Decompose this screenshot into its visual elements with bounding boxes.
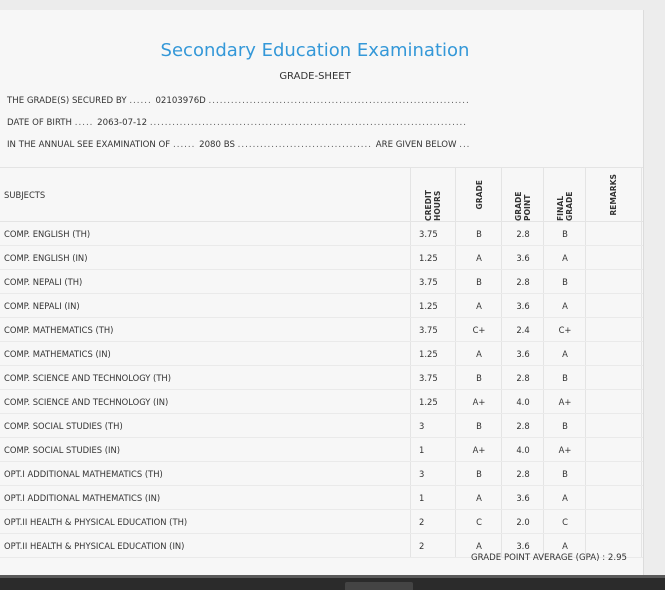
exam-value: 2080 BS bbox=[199, 140, 235, 150]
subject-cell: COMP. NEPALI (IN) bbox=[4, 300, 80, 311]
table-row bbox=[0, 342, 643, 366]
grade-point-cell: 4.0 bbox=[501, 390, 544, 413]
remarks-cell bbox=[585, 342, 642, 365]
table-row bbox=[0, 414, 643, 438]
subject-cell: OPT.I ADDITIONAL MATHEMATICS (TH) bbox=[4, 468, 163, 479]
sheet-subtitle: GRADE-SHEET bbox=[279, 71, 351, 82]
secured-by-value: 02103976D bbox=[155, 96, 206, 106]
remarks-cell bbox=[585, 318, 642, 341]
subject-cell: OPT.II HEALTH & PHYSICAL EDUCATION (TH) bbox=[4, 516, 188, 527]
grade-point-cell: 3.6 bbox=[501, 246, 544, 269]
table-row bbox=[0, 222, 643, 246]
subject-cell: COMP. SOCIAL STUDIES (IN) bbox=[4, 444, 121, 455]
grade-point-cell: 2.8 bbox=[501, 414, 544, 437]
page-title: Secondary Education Examination bbox=[160, 40, 470, 61]
subject-cell: COMP. ENGLISH (TH) bbox=[4, 228, 91, 239]
subject-cell: OPT.I ADDITIONAL MATHEMATICS (IN) bbox=[4, 492, 161, 503]
grade-point-cell: 2.8 bbox=[501, 462, 544, 485]
exam-label: IN THE ANNUAL SEE EXAMINATION OF bbox=[7, 140, 171, 150]
table-row bbox=[0, 246, 643, 270]
final-grade-cell: B bbox=[543, 366, 586, 389]
secured-by-line: THE GRADE(S) SECURED BY ...... 02103976D ...................................................................... bbox=[7, 96, 470, 106]
grade-point-cell: 2.0 bbox=[501, 510, 544, 533]
header-grade: GRADE bbox=[474, 179, 484, 210]
taskbar bbox=[0, 575, 665, 590]
final-grade-cell: B bbox=[543, 222, 586, 245]
dob-line: DATE OF BIRTH ..... 2063-07-12 ..................................................................................... bbox=[7, 118, 468, 128]
subject-cell: COMP. MATHEMATICS (TH) bbox=[4, 324, 114, 335]
credit-cell: 2 bbox=[410, 510, 454, 533]
subject-cell: COMP. SCIENCE AND TECHNOLOGY (TH) bbox=[4, 372, 171, 383]
remarks-cell bbox=[585, 246, 642, 269]
table-row bbox=[0, 510, 643, 534]
grade-point-cell: 3.6 bbox=[501, 294, 544, 317]
final-grade-cell: A bbox=[543, 294, 586, 317]
table-row bbox=[0, 366, 643, 390]
final-grade-cell: A bbox=[543, 486, 586, 509]
final-grade-cell: B bbox=[543, 414, 586, 437]
subject-cell: COMP. NEPALI (TH) bbox=[4, 276, 83, 287]
credit-cell: 1.25 bbox=[410, 294, 454, 317]
top-strip bbox=[0, 0, 665, 10]
grade-cell: B bbox=[455, 222, 502, 245]
remarks-cell bbox=[585, 222, 642, 245]
credit-cell: 1 bbox=[410, 438, 454, 461]
table-row bbox=[0, 438, 643, 462]
credit-cell: 3.75 bbox=[410, 222, 454, 245]
grade-cell: B bbox=[455, 270, 502, 293]
gpa-summary: GRADE POINT AVERAGE (GPA) : 2.95 bbox=[471, 553, 628, 563]
table-body bbox=[0, 222, 643, 558]
remarks-cell bbox=[585, 462, 642, 485]
table-row bbox=[0, 486, 643, 510]
subject-cell: COMP. ENGLISH (IN) bbox=[4, 252, 88, 263]
credit-cell: 3 bbox=[410, 462, 454, 485]
grade-cell: C+ bbox=[455, 318, 502, 341]
dob-value: 2063-07-12 bbox=[97, 118, 148, 128]
grade-cell: B bbox=[455, 414, 502, 437]
subject-cell: OPT.II HEALTH & PHYSICAL EDUCATION (IN) bbox=[4, 540, 185, 551]
final-grade-cell: A+ bbox=[543, 438, 586, 461]
header-credit-hours: CREDIT HOURS bbox=[423, 190, 442, 221]
table-header bbox=[0, 167, 643, 222]
grade-cell: B bbox=[455, 462, 502, 485]
remarks-cell bbox=[585, 366, 642, 389]
credit-cell: 3 bbox=[410, 414, 454, 437]
credit-cell: 1.25 bbox=[410, 342, 454, 365]
subject-cell: COMP. SCIENCE AND TECHNOLOGY (IN) bbox=[4, 396, 169, 407]
remarks-cell bbox=[585, 438, 642, 461]
grade-cell: A+ bbox=[455, 438, 502, 461]
table-row bbox=[0, 390, 643, 414]
header-final-grade: FINAL GRADE bbox=[556, 191, 574, 221]
header-grade-point: GRADE POINT bbox=[514, 191, 532, 221]
remarks-cell bbox=[585, 270, 642, 293]
header-remarks: REMARKS bbox=[609, 173, 618, 216]
dob-label: DATE OF BIRTH bbox=[7, 118, 73, 128]
remarks-cell bbox=[585, 486, 642, 509]
remarks-cell bbox=[585, 390, 642, 413]
final-grade-cell: B bbox=[543, 462, 586, 485]
credit-cell: 3.75 bbox=[410, 366, 454, 389]
table-row bbox=[0, 270, 643, 294]
grade-point-cell: 3.6 bbox=[501, 486, 544, 509]
final-grade-cell: A bbox=[543, 342, 586, 365]
grade-point-cell: 2.8 bbox=[501, 366, 544, 389]
grade-cell: A bbox=[455, 294, 502, 317]
right-gutter bbox=[644, 10, 665, 575]
table-row bbox=[0, 462, 643, 486]
grade-point-cell: 4.0 bbox=[501, 438, 544, 461]
taskbar-tab[interactable] bbox=[345, 582, 413, 590]
grade-cell: A bbox=[455, 486, 502, 509]
grade-point-cell: 2.4 bbox=[501, 318, 544, 341]
credit-cell: 2 bbox=[410, 534, 454, 557]
grade-point-cell: 2.8 bbox=[501, 222, 544, 245]
final-grade-cell: B bbox=[543, 270, 586, 293]
final-grade-cell: C+ bbox=[543, 318, 586, 341]
secured-by-label: THE GRADE(S) SECURED BY bbox=[7, 96, 127, 106]
grade-cell: C bbox=[455, 510, 502, 533]
remarks-cell bbox=[585, 510, 642, 533]
final-grade-cell: A+ bbox=[543, 390, 586, 413]
table-row bbox=[0, 294, 643, 318]
subject-cell: COMP. SOCIAL STUDIES (TH) bbox=[4, 420, 123, 431]
credit-cell: 1 bbox=[410, 486, 454, 509]
credit-cell: 3.75 bbox=[410, 270, 454, 293]
grade-cell: A bbox=[455, 246, 502, 269]
grade-cell: A bbox=[455, 342, 502, 365]
credit-cell: 3.75 bbox=[410, 318, 454, 341]
grade-point-cell: 2.8 bbox=[501, 270, 544, 293]
header-subjects: SUBJECTS bbox=[4, 189, 46, 200]
grade-cell: A+ bbox=[455, 390, 502, 413]
exam-suffix: ARE GIVEN BELOW bbox=[375, 140, 457, 150]
credit-cell: 1.25 bbox=[410, 246, 454, 269]
remarks-cell bbox=[585, 414, 642, 437]
table-row bbox=[0, 318, 643, 342]
exam-line: IN THE ANNUAL SEE EXAMINATION OF ...... 2080 BS .................................... ARE GIVEN BELOW ... bbox=[7, 140, 471, 150]
credit-cell: 1.25 bbox=[410, 390, 454, 413]
grades-table bbox=[0, 167, 643, 558]
grade-point-cell: 3.6 bbox=[501, 342, 544, 365]
subject-cell: COMP. MATHEMATICS (IN) bbox=[4, 348, 111, 359]
final-grade-cell: A bbox=[543, 534, 586, 557]
grade-sheet-card bbox=[0, 10, 644, 575]
grade-cell: B bbox=[455, 366, 502, 389]
final-grade-cell: C bbox=[543, 510, 586, 533]
grade-point-cell: 3.6 bbox=[501, 534, 544, 557]
remarks-cell bbox=[585, 294, 642, 317]
final-grade-cell: A bbox=[543, 246, 586, 269]
grade-cell: A bbox=[455, 534, 502, 557]
